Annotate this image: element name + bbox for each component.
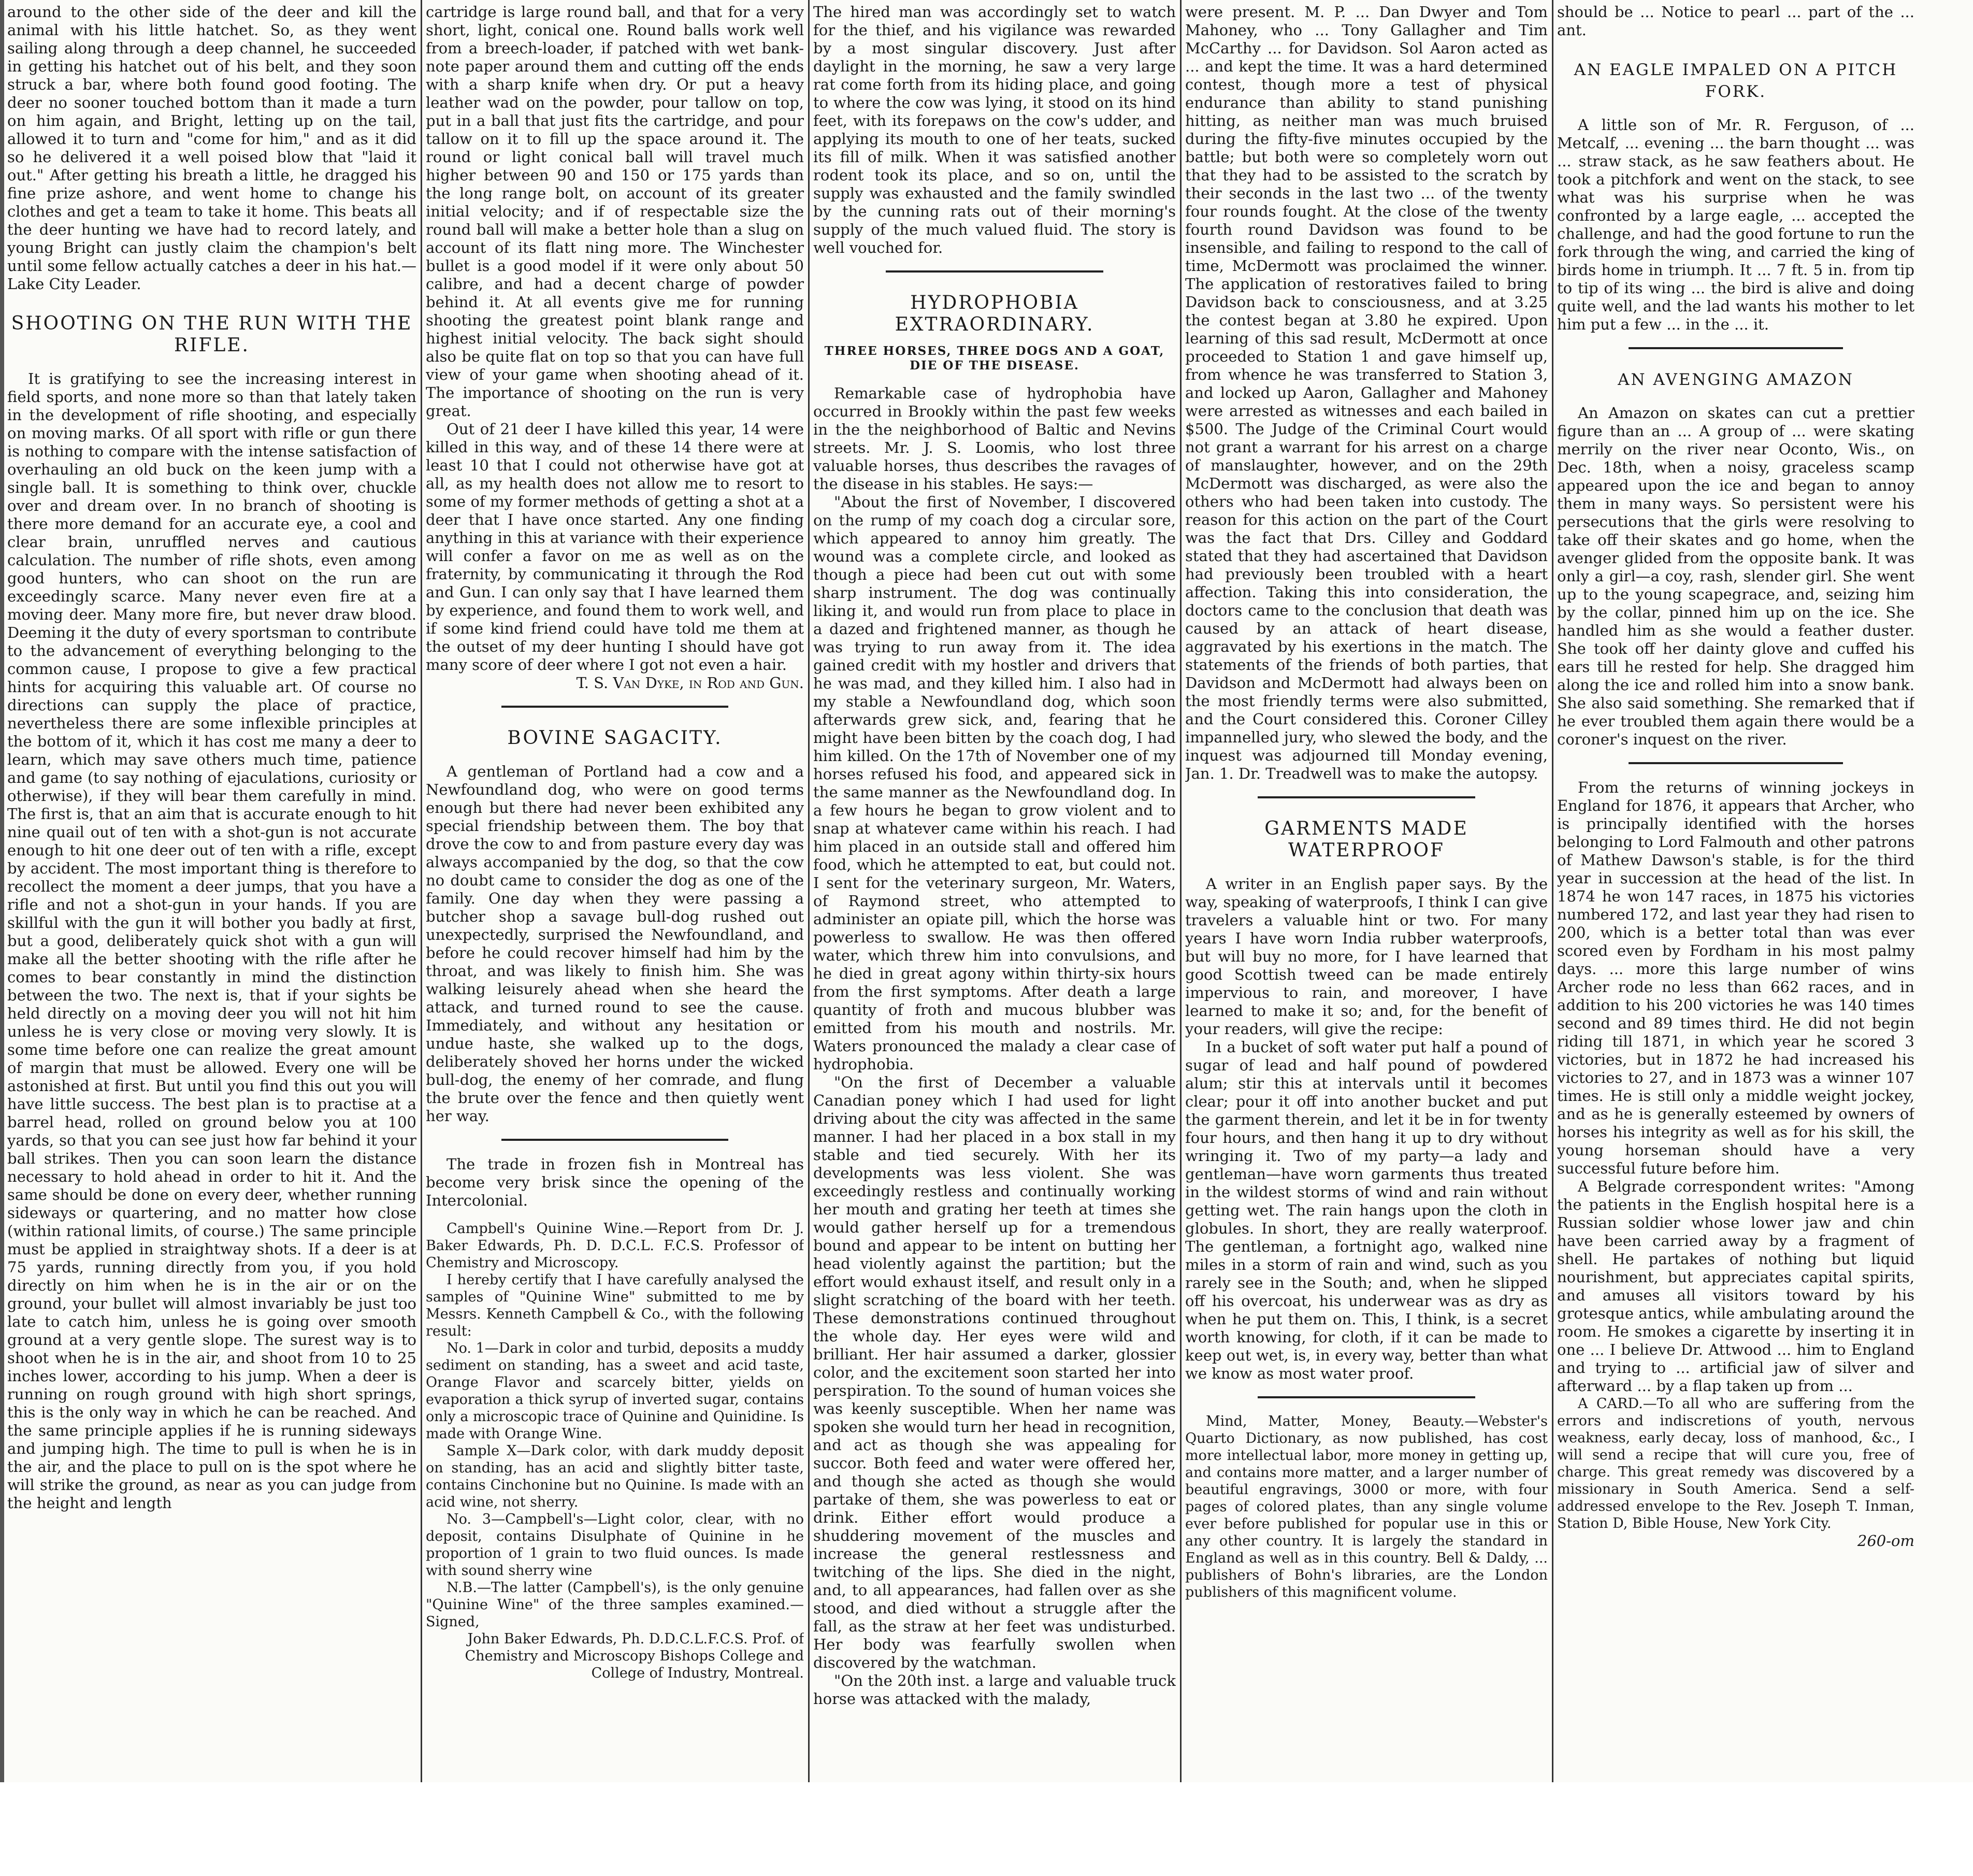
divider <box>501 1139 728 1141</box>
article-shooting-continued: cartridge is large round ball, and that for a very short, light, conical one. Round balls work well from a breech-loader, if patched with wet bank-note paper around them and cutting off the ends with a sharp knife when dry. Or put a heavy leather wad on the powder, pour tallow on top, put in a ball that just fits the cartridge, and pour tallow on it to fill up the space around it. The round or light conical ball will travel much higher between 90 and 150 or 175 yards than the long range bolt, on account of its greater initial velocity; and if of respectable size the round ball will make a better hole than a slug on account of its flatt ning more. The Winchester bullet is a good model if it were only about 50 calibre, and had a decent charge of powder behind it. At all events give me for running shooting the greatest point blank range and highest initial velocity. The back sight should also be quite flat on top so that you can have full view of your game when shooting ahead of it. The importance of shooting on the run is very great. <box>426 3 804 420</box>
ad-quinine-nb: N.B.—The latter (Campbell's), is the only genuine "Quinine Wine" of the three samples examined.—Signed, <box>426 1580 804 1630</box>
column-1 <box>7 3 416 1780</box>
article-hydrophobia-truck-horse: "On the 20th inst. a large and valuable truck horse was attacked with the malady, <box>813 1672 1176 1708</box>
divider <box>1258 1396 1475 1398</box>
article-hydrophobia-intro: Remarkable case of hydrophobia have occurred in Brookly within the past few weeks in the the neighborhood of Baltic and Nevins streets. Mr. J. S. Loomis, who lost three valuable horses, thus describes the ravages of the disease in his stables. He says:— <box>813 384 1176 493</box>
heading-garments-waterproof: GARMENTS MADE WATERPROOF <box>1264 818 1468 861</box>
column-rule-2 <box>808 0 810 1782</box>
article-hydrophobia-november: "About the first of November, I discovered on the rump of my coach dog a circular sore, which appeared to annoy him greatly. The wound was a complete circle, and looked as though a piece had been cut out with some sharp instrument. The dog was continually liking it, and would run from place to place in a dazed and frightened manner, as though he was trying to run away from it. The idea gained credit with my hostler and drivers that he was mad, and they killed him. I also had in my stable a Newfoundland dog, which soon afterwards grew sick, and, fearing that he might have been bitten by the coach dog, I had him killed. On the 17th of November one of my horses refused his food, and appeared sick in the same manner as the Newfoundland dog. In a few hours he began to grow violent and to snap at whatever came within his reach. I had him placed in an outside stall and offered him food, which he attempted to eat, but could not. I sent for the veterinary surgeon, Mr. Waters, of Raymond street, who attempted to administer an opiate pill, which the horse was powerless to swallow. He was then offered water, which threw him into convulsions, and he died in great agony within thirty-six hours from the first symptoms. After death a large quantity of froth and mucous blubber was emitted from his mouth and nostrils. Mr. Waters pronounced the malady a clear case of hydrophobia. <box>813 493 1176 1073</box>
article-deer-hatchet-end: around to the other side of the deer and kill the animal with his little hatchet. So, as they went sailing along through a deep channel, he succeeded in getting his hatchet out of his belt, and they soon struck a bar, where both found good footing. The deer no sooner touched bottom than it made a turn on him again, and Bright, letting up on the tail, allowed it to turn and "come for him," and as it did so he delivered it a well poised blow that "laid it out." After getting his breath a little, he dragged his fine prize ashore, and went home to change his clothes and get a team to take it home. This beats all the deer hunting we have had to record lately, and young Bright can justly claim the champion's belt until some fellow actually catches a deer in his hat.—Lake City Leader. <box>7 3 416 293</box>
article-shooting-paragraph: Out of 21 deer I have killed this year, 14 were killed in this way, and of these 14 there were at least 10 that I could not otherwise have got at all, as my health does not allow me to resort to some of my former methods of getting a shot at a deer that I have once started. Any one finding anything in this at variance with their experience will confer a favor on me as well as on the fraternity, by communicating it through the Rod and Gun. I can only say that I have learned them by experience, and found them to work well, and if some kind friend could have told me them at the outset of my deer hunting I should have got many score of deer where I got not even a hair. <box>426 420 804 674</box>
column-rule-1 <box>421 0 422 1782</box>
ad-quinine-signature: John Baker Edwards, Ph. D.D.C.L.F.C.S. Prof. of Chemistry and Microscopy Bishops College and College of Industry, Montreal. <box>465 1631 804 1681</box>
article-prize-fight: were present. M. P. ... Dan Dwyer and Tom Mahoney, who ... Tony Gallagher and Tim McCarthy ... for Davidson. Sol Aaron acted as ... and kept the time. It was a hard determined contest, though more a test of physical endurance than ability to stand punishing hitting, as neither man was much bruised during the fifty-five minutes occupied by the battle; but both were so completely worn out that they had to be assisted to the scratch by their seconds in the last two ... of the twenty four rounds fought. At the close of the twenty fourth round Davidson was found to be insensible, and failing to respond to the call of time, McDermott was proclaimed the winner. The application of restoratives failed to bring Davidson back to consciousness, and at 3.25 the contest began at 3.80 he expired. Upon learning of this sad result, McDermott at once proceeded to Station 1 and gave himself up, from whence he was transferred to Station 3, and locked up Aaron, Gallagher and Mahoney were arrested as witnesses and each bailed in $500. The Judge of the Criminal Court would not grant a warrant for his arrest on a charge of manslaughter, however, and on the 29th McDermott was discharged, as were also the others who had been taken into custody. The reason for this action on the part of the Court was the fact that Drs. Cilley and Goddard stated that they had ascertained that Davidson had previously been troubled with a heart affection. Taking this into consideration, the doctors came to the conclusion that death was caused by an attack of heart disease, aggravated by his exertions in the match. The statements of the friends of both parties, that Davidson and McDermott had always been on the most friendly terms were also submitted, and the Court considered this. Coroner Cilley impannelled jury, who slewed the body, and the inquest was adjourned till Monday evening, Jan. 1. Dr. Treadwell was to make the autopsy. <box>1185 3 1548 782</box>
article-archer-jockey: From the returns of winning jockeys in England for 1876, it appears that Archer, who is principally identified with the horses belonging to Lord Falmouth and other patrons of Mathew Dawson's stable, is for the third year in succession at the head of the list. In 1874 he won 147 races, in 1875 his victories numbered 172, and last year they had risen to 200, which is a better total than was ever scored even by Fordham in his most palmy days. ... more this large number of wins Archer rode no less than 662 races, and in addition to his 200 victories he was 140 times second and 89 times third. He did not begin riding till 1871, in which year he scored 3 victories, but in 1872 he had increased his victories to 27, and in 1873 was a winner 107 times. He is still only a middle weight jockey, and as he is generally esteemed by owners of horses his integrity as well as for his skill, the young horseman should have a very successful future before him. <box>1557 779 1914 1177</box>
ad-code: 260-om <box>1857 1532 1914 1550</box>
heading-bovine-sagacity: BOVINE SAGACITY. <box>507 727 723 749</box>
divider <box>1629 347 1843 349</box>
divider <box>501 706 728 708</box>
news-frozen-fish: The trade in frozen fish in Montreal has become very brisk since the opening of the Intercolonial. <box>426 1155 804 1209</box>
ad-quinine-sample-1: No. 1—Dark in color and turbid, deposits a muddy sediment on standing, has a sweet and acid taste, Orange Flavor and scarcely bitter, yields on evaporation a thick syrup of inverted sugar, contains only a microscopic trace of Quinine and Quinidine. Is made with Orange Wine. <box>426 1340 804 1442</box>
column-5 <box>1557 3 1914 1780</box>
article-shooting-on-the-run: It is gratifying to see the increasing interest in field sports, and none more so than that lately taken in the development of rifle shooting, and especially on moving marks. Of all sport with rifle or gun there is nothing to compare with the intense satisfaction of overhauling an old buck on the keen jump with a single ball. It is something to think over, chuckle over and dream over. In no branch of shooting is there more demand for an accurate eye, a cool and clear brain, unruffled nerves and cautious calculation. The number of rifle shots, even among good hunters, who can shoot on the run are exceedingly scarce. Many never even fire at a moving deer. Many more fire, but never draw blood. Deeming it the duty of every sportsman to contribute to the advancement of everything belonging to the common cause, I propose to give a few practical hints for acquiring this valuable art. Of course no directions can supply the place of practice, nevertheless there are some inflexible principles at the bottom of it, which it has cost me many a deer to learn, which may save others much time, patience and game (to say nothing of ejaculations, curiosity or otherwise), if they will bear them carefully in mind. The first is, that an aim that is accurate enough to hit nine quail out of ten with a shot-gun is not accurate enough to hit one deer out of ten with a rifle, except by accident. The most important thing is therefore to recollect the moment a deer jumps, that you have a rifle and not a shot-gun in your hands. If you are skillful with the gun it will bother you badly at first, but a good, deliberately quick shot with a gun will make all the better shooting with the rifle after he comes to bear constantly in mind the distinction between the two. The next is, that if your sights be held directly on a moving deer you will not hit him unless he is very close or moving very slowly. It is some time before one can realize the great amount of margin that must be allowed. Every one will be astonished at first. But until you find this out you will have little success. The best plan is to practise at a barrel head, rolled on ground below you at 100 yards, so that you can see just how far behind it your ball strikes. Then you can soon learn the distance necessary to hold ahead in order to hit it. And the same should be done on every deer, whether running sideways or quartering, and no matter how close (within rational limits, of course.) The same principle must be applied in straightway shots. If a deer is at 75 yards, running directly from you, if you hold directly on him when he is in the air or on the ground, your bullet will almost invariably be just too late to catch him, unless he is going over smooth ground at a very gentle slope. The surest way is to shoot when he is in the air, and shoot from 10 to 25 inches lower, according to his jump. When a deer is running on rough ground with high short springs, this is the only way in which he can be reached. And the same principle applies if he is running sideways and jumping high. The time to pull is when he is in the air, and the place to pull on is the spot where he will strike the ground, as near as you can judge from the height and length <box>7 370 416 1512</box>
article-waterproof-recipe: In a bucket of soft water put half a pound of sugar of lead and half pound of powdered alum; stir this at intervals until it becomes clear; pour it off into another bucket and put the garment therein, and let it be in for twenty four hours, and then hang it up to dry without wringing it. Two of my party—a lady and gentleman—have worn garments thus treated in the wildest storms of wind and rain without getting wet. The rain hangs upon the cloth in globules. In short, they are really waterproof. The gentleman, a fortnight ago, walked nine miles in a storm of rain and wind, such as you rarely see in the South; and, when he slipped off his overcoat, his underwear was as dry as when he put them on. This, I think, is a secret worth knowing, for cloth, if it can be made to keep out wet, is, in every way, better than what we know as most water proof. <box>1185 1038 1548 1382</box>
page-bottom-margin <box>0 1782 1973 1876</box>
divider <box>1258 796 1475 798</box>
divider <box>886 270 1103 273</box>
article-rats-milking-cow: The hired man was accordingly set to watch for the thief, and his vigilance was rewarded by a most singular discovery. Just after daylight in the morning, he saw a very large rat come forth from its hiding place, and going to where the cow was lying, it stood on its hind feet, with its forepaws on the cow's udder, and applying its mouth to one of her teats, sucked its fill of milk. When it was satisfied another rodent took its place, and so on, until the supply was exhausted and the family swindled by the cunning rats out of their morning's supply of the much valued fluid. The story is well vouched for. <box>813 3 1176 256</box>
ad-quinine-sample-3: No. 3—Campbell's—Light color, clear, with no deposit, contains Disulphate of Quinine in he proportion of 1 grain to two fluid ounces. Is made with sound sherry wine <box>426 1511 804 1579</box>
column-rule-3 <box>1180 0 1182 1782</box>
article-waterproof-intro: A writer in an English paper says. By the way, speaking of waterproofs, I think I can give travelers a valuable hint or two. For many years I have worn India rubber waterproofs, but will buy no more, for I have learned that good Scottish tweed can be made entirely impervious to rain, and moreover, I have learned to make it so; and, for the benefit of your readers, will give the recipe: <box>1185 875 1548 1038</box>
ad-quinine-certify: I hereby certify that I have carefully analysed the samples of "Quinine Wine" submitted to me by Messrs. Kenneth Campbell & Co., with the following result: <box>426 1272 804 1339</box>
heading-avenging-amazon: AN AVENGING AMAZON <box>1618 370 1854 389</box>
article-bovine-sagacity: A gentleman of Portland had a cow and a Newfoundland dog, who were on good terms enough but there had never been exhibited any special friendship between them. The boy that drove the cow to and from pasture every day was always accompanied by the dog, so that the cow no doubt came to consider the dog as one of the family. One day when they were passing a butcher shop a savage bull-dog rushed out unexpectedly, surprised the Newfoundland, and before he could recover himself had him by the throat, and was likely to finish him. She was walking leisurely ahead when she heard the attack, and turned round to see the cause. Immediately, and without any hesitation or undue haste, she walked up to the dogs, deliberately shoved her horns under the wicked bull-dog, the enemy of her comrade, and flung the brute over the fence and then quietly went her way. <box>426 763 804 1125</box>
article-signature-van-dyke: T. S. Van Dyke, in Rod and Gun. <box>576 674 804 692</box>
divider <box>1629 762 1843 764</box>
page-edge-shadow <box>0 0 4 1876</box>
article-eagle-impaled: A little son of Mr. R. Ferguson, of ... Metcalf, ... evening ... the barn thought ... was ... straw stack, as he saw feathers about. He took a pitchfork and went on the stack, to see what was his surprise when he was confronted by a large eagle, ... accepted the challenge, and had the good fortune to run the fork through the wing, and carried the king of birds home in triumph. It ... 7 ft. 5 in. from tip to tip of its wing ... the bird is alive and doing quite well, and the lad wants his mother to let him put a few ... in the ... it. <box>1557 116 1914 333</box>
article-avenging-amazon: An Amazon on skates can cut a prettier figure than an ... A group of ... were skating merrily on the river near Oconto, Wis., on Dec. 18th, when a noisy, graceless scamp appeared upon the ice and began to annoy them in many ways. So persistent were his persecutions that the girls were resolving to take off their skates and go home, when the avenger glided from the opposite bank. It was only a girl—a coy, rash, slender girl. She went up to the young scapegrace, and, seizing him by the collar, pinned him up on the ice. She handled him as she would a feather duster. She took off her dainty glove and cuffed his ears till he rested for help. She dragged him along the ice and rolled him into a snow bank. She also said something. She remarked that if he ever troubled them again there would be a coroner's inquest on the river. <box>1557 404 1914 748</box>
article-hydrophobia-december: "On the first of December a valuable Canadian poney which I had used for light driving about the city was affected in the same manner. I had her placed in a box stall in my stable and tied securely. With her its developments was less violent. She was exceedingly restless and continually working her mouth and grating her teeth at times she would gather herself up for a tremendous bound and appear to be intent on butting her head violently against the partition; but the effort would exhaust itself, and result only in a slight scratching of the board with her teeth. These demonstrations continued throughout the whole day. Her eyes were wild and brilliant. Her hair assumed a darker, glossier color, and the excitement soon started her into perspiration. To the sound of human voices she was keenly susceptible. When her name was spoken she would turn her head in recognition, and act as though she was appealing for succor. Both feed and water were offered her, and though she acted as though she would partake of them, she was powerless to eat or drink. Either effort would produce a shuddering movement of the muscles and increase the general restlessness and twitching of the lips. She died in the night, and, to all appearances, had fallen over as she stood, and died without a struggle after the fall, as the straw at her feet was undisturbed. Her body was fearfully swollen when discovered by the watchman. <box>813 1073 1176 1671</box>
column-4 <box>1185 3 1548 1780</box>
subheading-hydrophobia: THREE HORSES, THREE DOGS AND A GOAT, DIE OF THE DISEASE. <box>824 344 1165 373</box>
article-fragment-top: should be ... Notice to pearl ... part of the ... ant. <box>1557 3 1914 39</box>
heading-shooting-on-the-run: SHOOTING ON THE RUN WITH THE RIFLE. <box>11 313 413 356</box>
heading-eagle-impaled: AN EAGLE IMPALED ON A PITCH FORK. <box>1574 61 1898 101</box>
column-rule-4 <box>1552 0 1553 1782</box>
heading-hydrophobia: HYDROPHOBIA EXTRAORDINARY. <box>895 292 1094 335</box>
column-3 <box>813 3 1176 1780</box>
ad-quinine-sample-x: Sample X—Dark color, with dark muddy deposit on standing, has an acid and slightly bitter taste, contains Cinchonine but no Quinine. Is made with an acid wine, not sherry. <box>426 1443 804 1510</box>
column-2 <box>426 3 804 1780</box>
article-belgrade-soldier: A Belgrade correspondent writes: "Among the patients in the English hospital here is a Russian soldier whose lower jaw and chin have been carried away by a fragment of shell. He partakes of nothing but liquid nourishment, but appreciates capital spirits, and amuses all visitors toward by his grotesque antics, while ambulating around the room. He smokes a cigarette by inserting it in one ... I believe Dr. Attwood ... him to England and trying to ... artificial jaw of silver and afterward ... by a flap taken up from ... <box>1557 1178 1914 1395</box>
ad-quinine-wine-intro: Campbell's Quinine Wine.—Report from Dr. J. Baker Edwards, Ph. D. D.C.L. F.C.S. Professor of Chemistry and Microscopy. <box>426 1221 804 1271</box>
ad-webster-dictionary: Mind, Matter, Money, Beauty.—Webster's Quarto Dictionary, as now published, has cost more intellectual labor, more money in getting up, and contains more matter, and a larger number of beautiful engravings, 3000 or more, with four pages of colored plates, than any single volume ever before published for popular use in this or any other country. It is largely the standard in England as well as in this country. Bell & Daldy, ... publishers of Bohn's libraries, are the London publishers of this magnificent volume. <box>1185 1413 1548 1600</box>
ad-a-card: A CARD.—To all who are suffering from the errors and indiscretions of youth, nervous weakness, early decay, loss of manhood, &c., I will send a recipe that will cure you, free of charge. This great remedy was discovered by a missionary in South America. Send a self-addressed envelope to the Rev. Joseph T. Inman, Station D, Bible House, New York City. <box>1557 1396 1914 1531</box>
